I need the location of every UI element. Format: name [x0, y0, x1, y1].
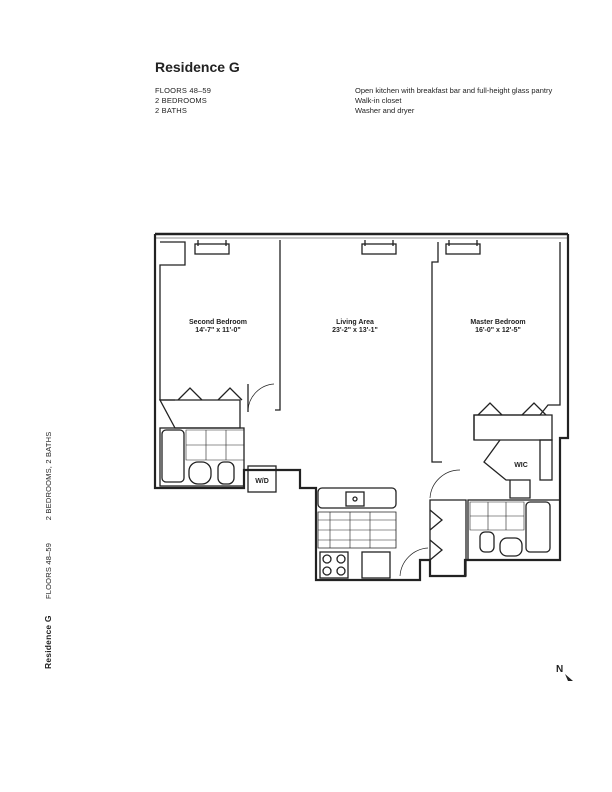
master-closet-doors — [478, 403, 546, 415]
window-sill — [362, 244, 396, 254]
living-area-dims: 23'-2" x 13'-1" — [332, 327, 378, 334]
pantry-shelves — [318, 512, 396, 548]
living-area-name: Living Area — [336, 319, 374, 326]
second-bedroom-name: Second Bedroom — [189, 319, 247, 326]
north-compass — [556, 664, 574, 683]
burner — [323, 555, 331, 563]
residence-specs — [155, 86, 211, 116]
toilet-2 — [218, 462, 234, 484]
side-label — [43, 432, 53, 669]
partition-wall — [275, 240, 280, 410]
sink-2 — [189, 462, 211, 484]
wic-shelf — [540, 440, 552, 480]
master-bedroom-name: Master Bedroom — [470, 319, 526, 326]
feature-list — [355, 86, 552, 116]
window-sill — [195, 244, 229, 254]
door-swing — [430, 470, 460, 498]
feature-item: Open kitchen with breakfast bar and full-height glass pantry — [355, 86, 553, 95]
burner — [337, 555, 345, 563]
tile-pattern — [470, 502, 524, 530]
hall-closet-doors — [430, 510, 442, 560]
north-label: N — [556, 664, 564, 675]
feature-item: Washer and dryer — [355, 106, 415, 115]
burner — [323, 567, 331, 575]
toilet-1 — [480, 532, 494, 552]
second-bedroom-closet — [160, 400, 240, 428]
second-bedroom-wall — [160, 242, 185, 400]
master-closet — [474, 415, 552, 440]
fridge — [362, 552, 390, 578]
baths-text: 2 BATHS — [155, 106, 188, 115]
sink-1 — [500, 538, 522, 556]
bath-2 — [160, 428, 244, 486]
wic-label: WIC — [514, 462, 528, 469]
closet-doors — [178, 388, 242, 400]
floor-plan — [150, 228, 570, 588]
feature-item: Walk-in closet — [355, 96, 402, 105]
residence-title: Residence G — [155, 59, 240, 75]
wd-label: W/D — [255, 478, 269, 485]
side-title: Residence G — [43, 615, 53, 669]
tub-2 — [162, 430, 184, 482]
bedrooms-text: 2 BEDROOMS — [155, 96, 208, 105]
master-wall-right — [474, 242, 560, 440]
door-swing — [248, 384, 274, 410]
tub-1 — [526, 502, 550, 552]
side-floors: FLOORS 48–59 — [44, 542, 53, 599]
kitchen-sink — [346, 492, 364, 506]
floors-text: FLOORS 48–59 — [155, 86, 212, 95]
second-bedroom-dims: 14'-7" x 11'-0" — [195, 327, 241, 334]
wic-outline — [484, 440, 530, 498]
door-swing — [400, 548, 428, 576]
north-arrow-icon — [564, 673, 574, 683]
hall-closet — [430, 500, 466, 576]
burner — [337, 567, 345, 575]
master-bedroom-dims: 16'-0" x 12'-5" — [475, 327, 521, 334]
side-rooms: 2 BEDROOMS, 2 BATHS — [44, 431, 53, 521]
master-wall-left — [432, 242, 442, 462]
window-sill — [446, 244, 480, 254]
mullions — [198, 240, 477, 246]
tile-pattern — [186, 430, 244, 460]
sink-drain — [353, 497, 357, 501]
